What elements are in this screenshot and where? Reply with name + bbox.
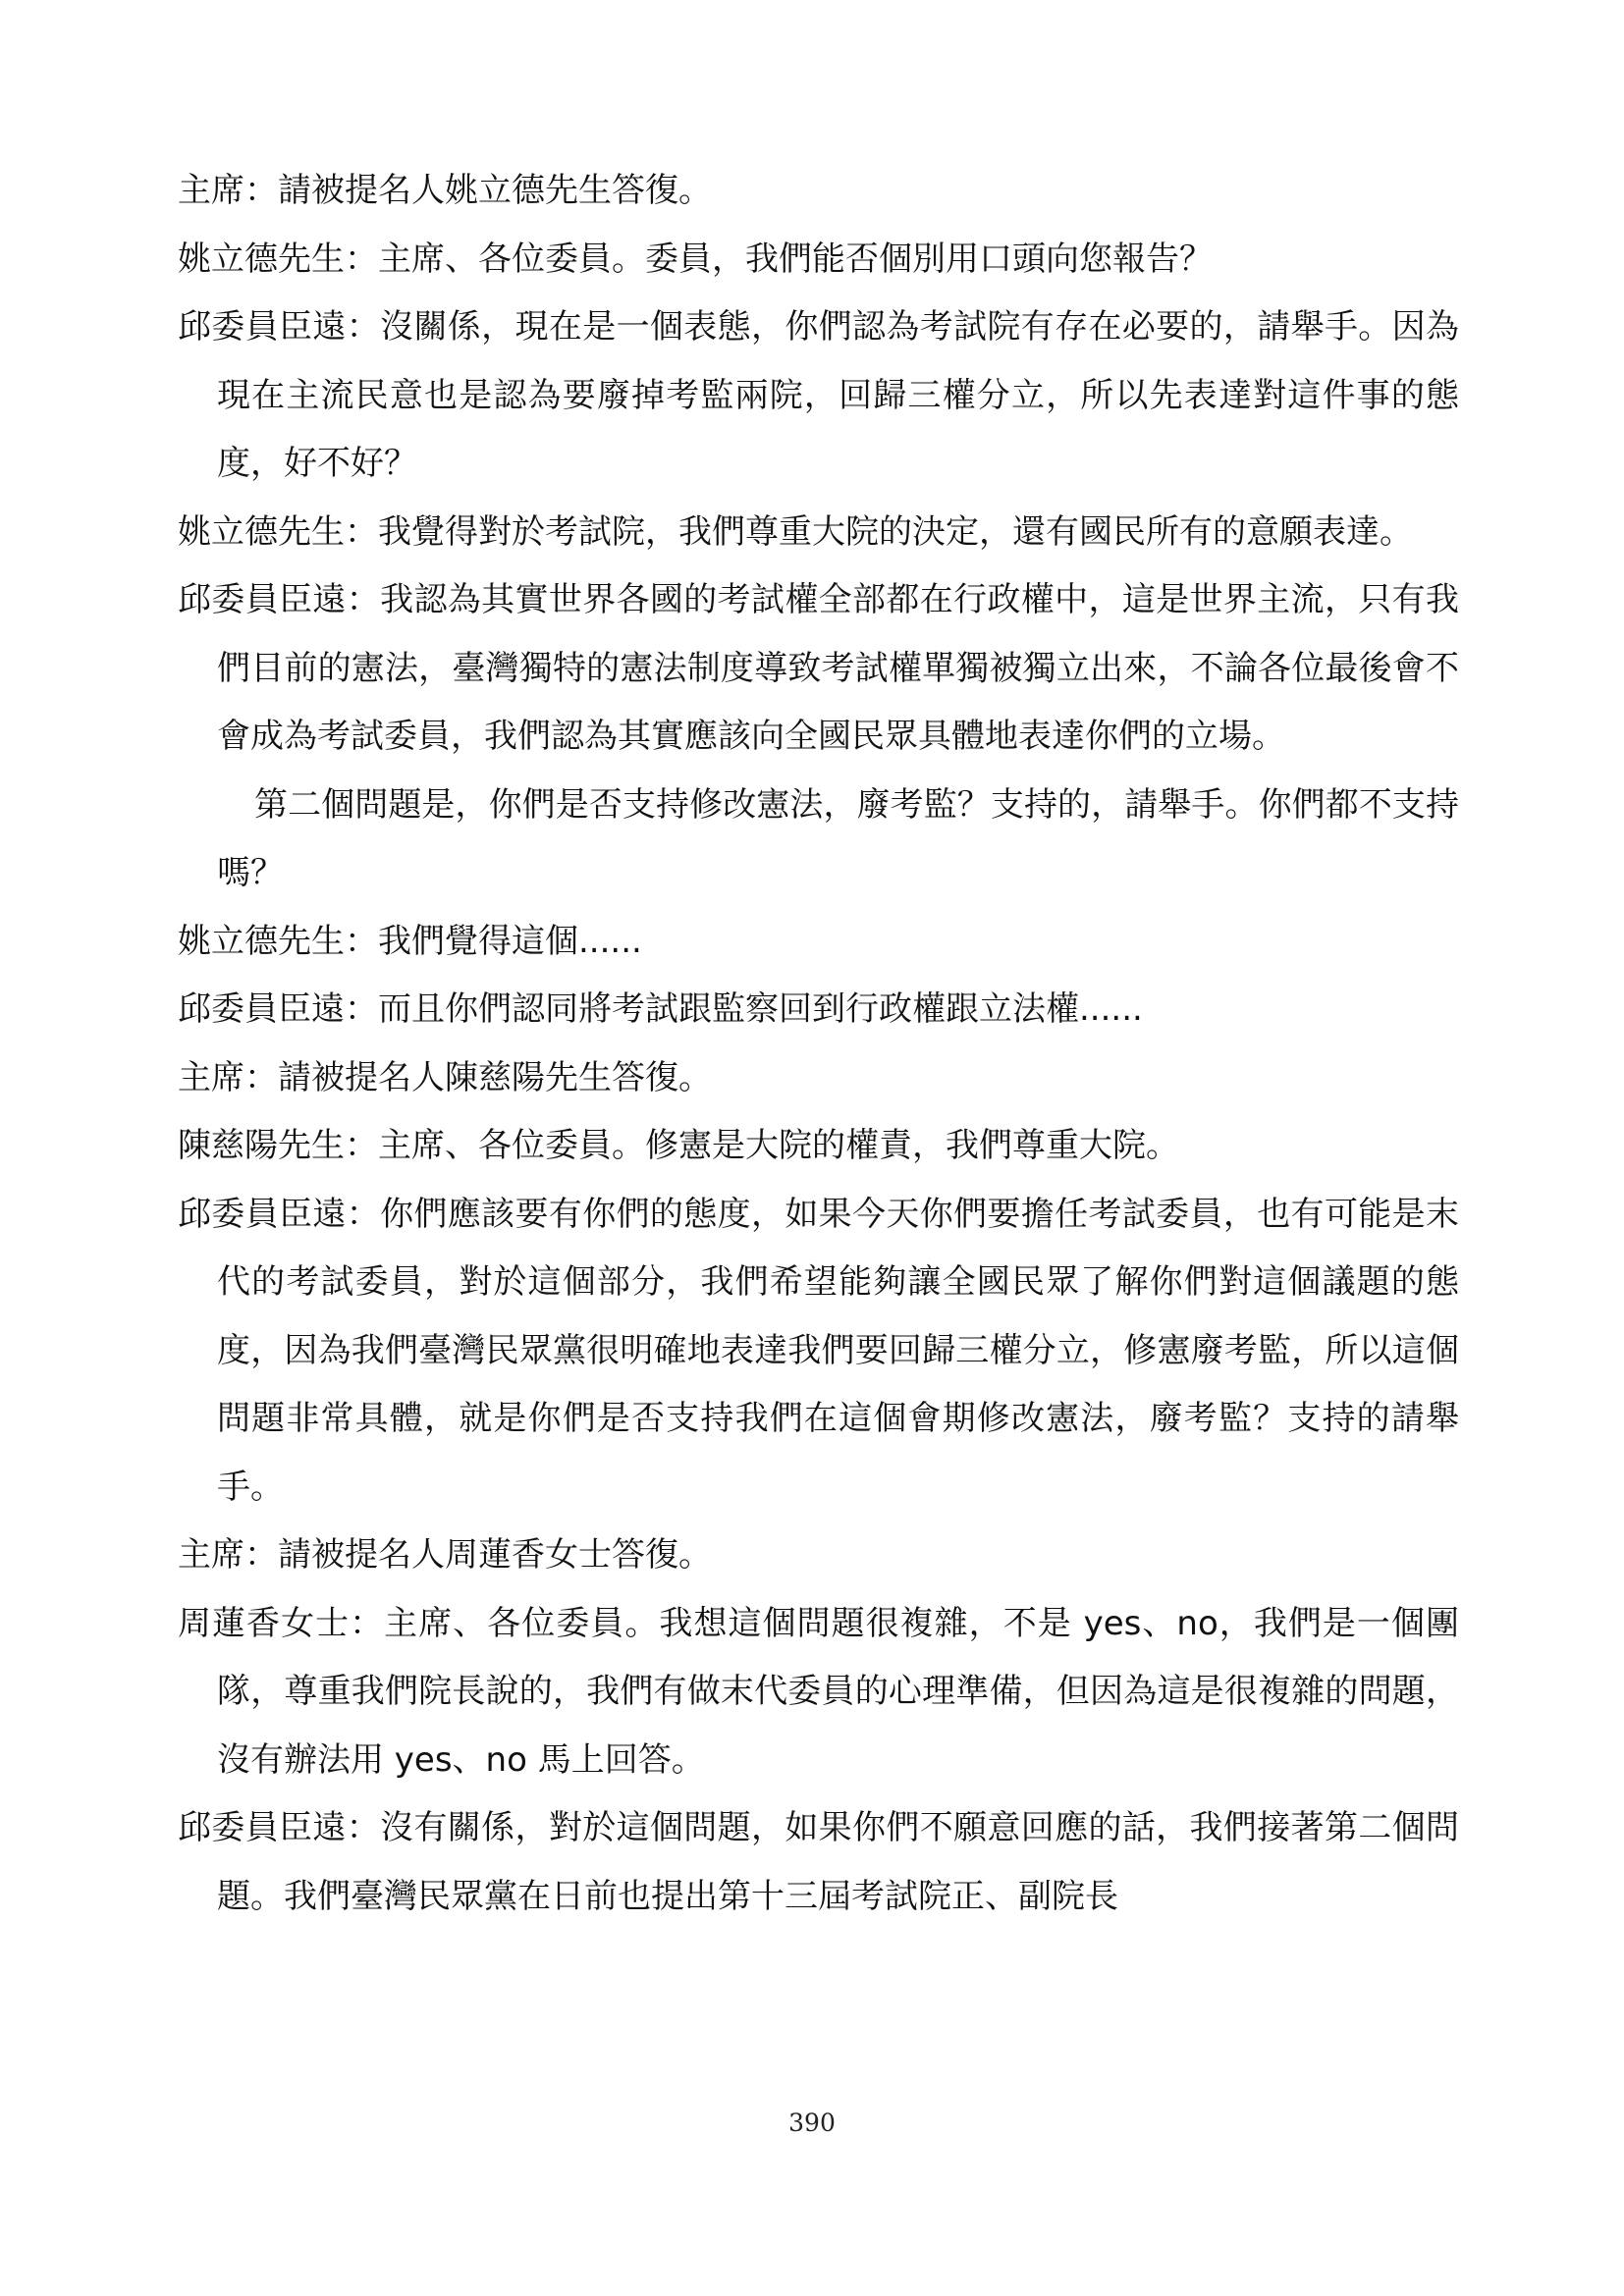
paragraph-chair-call-yao: 主席：請被提名人姚立德先生答復。 <box>178 171 712 210</box>
paragraph-chair-call-chen: 主席：請被提名人陳慈陽先生答復。 <box>178 1057 712 1097</box>
paragraph-yao-answer: 姚立德先生：我覺得對於考試院，我們尊重大院的決定，還有國民所有的意願表達。 <box>178 511 1413 552</box>
paragraph-chiu-next-question: 邱委員臣遠：沒有關係，對於這個問題，如果你們不願意回應的話，我們接著第二個問題。我們臺灣民眾黨在日前也提出第十三屆考試院正、副院長 <box>178 1808 1459 1916</box>
paragraph-chiu-second-question: 第二個問題是，你們是否支持修改憲法，廢考監？支持的，請舉手。你們都不支持嗎？ <box>217 784 1459 892</box>
paragraph-chiu-followup: 邱委員臣遠：你們應該要有你們的態度，如果今天你們要擔任考試委員，也有可能是末代的考試委員，對於這個部分，我們希望能夠讓全國民眾了解你們對這個議題的態度，因為我們臺灣民眾黨很明確地表達我們要回歸三權分立，修憲廢考監，所以這個問題非常具體，就是你們是否支持我們在這個會期修改憲法，廢考監？支持的請舉手。 <box>178 1194 1459 1507</box>
paragraph-chen-reply: 陳慈陽先生：主席、各位委員。修憲是大院的權責，我們尊重大院。 <box>178 1126 1179 1165</box>
paragraph-chair-call-chou: 主席：請被提名人周蓮香女士答復。 <box>178 1535 712 1575</box>
paragraph-chou-reply: 周蓮香女士：主席、各位委員。我想這個問題很複雜，不是 yes、no，我們是一個團隊，尊重我們院長說的，我們有做末代委員的心理準備，但因為這是很複雜的問題，沒有辦法用 yes、no 馬上回答。 <box>178 1603 1459 1780</box>
paragraph-yao-interrupted: 姚立德先生：我們覺得這個...... <box>178 921 642 961</box>
paragraph-chiu-continue: 邱委員臣遠：而且你們認同將考試跟監察回到行政權跟立法權...... <box>178 989 1143 1029</box>
page-number: 390 <box>788 2109 836 2137</box>
paragraph-chiu-question: 邱委員臣遠：沒關係，現在是一個表態，你們認為考試院有存在必要的，請舉手。因為現在主流民意也是認為要廢掉考監兩院，回歸三權分立，所以先表達對這件事的態度，好不好？ <box>178 307 1459 483</box>
paragraph-chiu-statement: 邱委員臣遠：我認為其實世界各國的考試權全部都在行政權中，這是世界主流，只有我們目前的憲法，臺灣獨特的憲法制度導致考試權單獨被獨立出來，不論各位最後會不會成為考試委員，我們認為其實應該向全國民眾具體地表達你們的立場。 <box>178 580 1459 756</box>
transcript-body <box>178 157 1459 1931</box>
paragraph-yao-reply: 姚立德先生：主席、各位委員。委員，我們能否個別用口頭向您報告？ <box>178 239 1213 279</box>
